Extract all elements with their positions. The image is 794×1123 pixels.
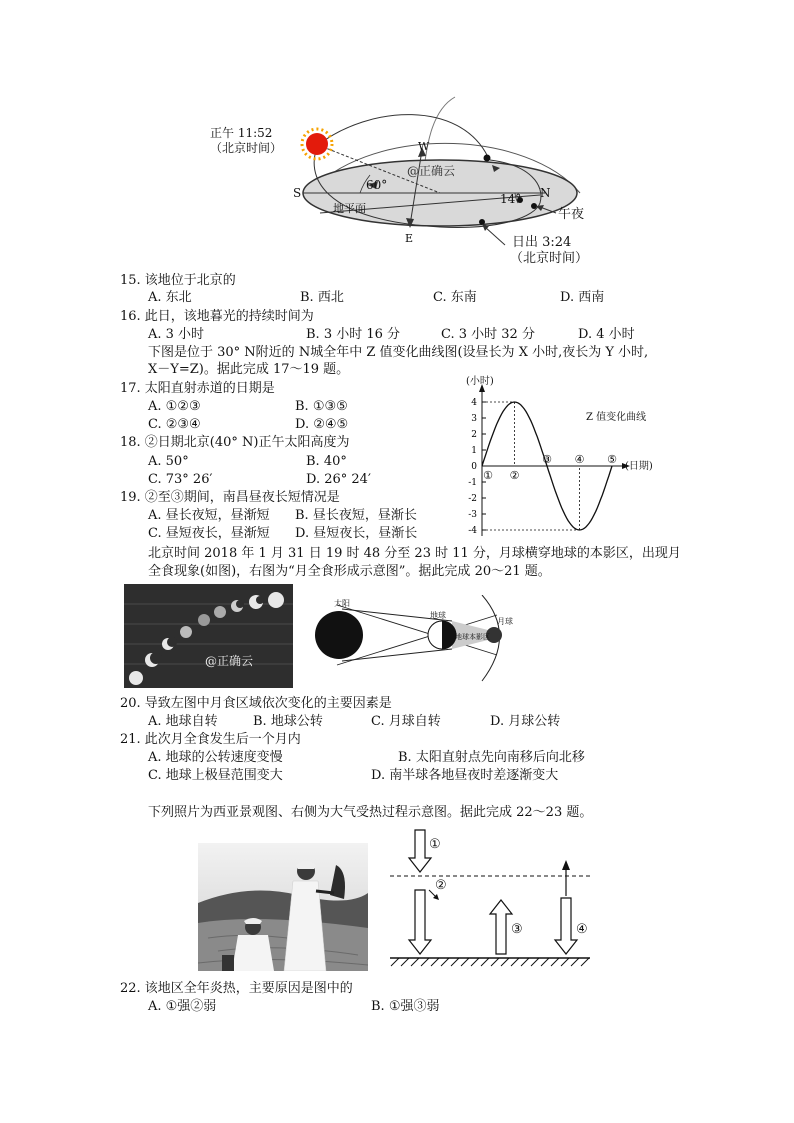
west-asia-photo — [198, 843, 368, 971]
q15-option-a[interactable]: A. 东北 — [148, 290, 192, 305]
noon-sub: （北京时间） — [210, 141, 283, 155]
photo-watermark: @正确云 — [205, 654, 254, 668]
q22-option-b[interactable]: B. ①强③弱 — [371, 999, 440, 1014]
eclipse-moon-label: 月球 — [497, 617, 513, 626]
q18-option-d[interactable]: D. 26° 24′ — [306, 472, 371, 487]
lunar-eclipse-photo — [124, 584, 293, 688]
q16-option-b[interactable]: B. 3 小时 16 分 — [306, 327, 401, 342]
chart-curve-label: Z 值变化曲线 — [586, 412, 647, 423]
eclipse-sun-label: 太阳 — [334, 599, 350, 608]
heat-label-4: ④ — [576, 922, 588, 937]
q18-option-b[interactable]: B. 40° — [306, 454, 347, 469]
q20-option-a[interactable]: A. 地球自转 — [148, 714, 218, 729]
q18-option-a[interactable]: A. 50° — [148, 454, 189, 469]
q21-option-d[interactable]: D. 南半球各地昼夜时差逐渐变大 — [371, 768, 559, 783]
y-tick-label: 1 — [471, 446, 477, 456]
x-mark-label: ① — [483, 469, 493, 482]
intro20-line1: 北京时间 2018 年 1 月 31 日 19 时 48 分至 23 时 11 分，月球横穿地球的本影区，出现月 — [148, 546, 681, 561]
y-tick-label: -2 — [468, 494, 477, 504]
z-value-chart — [452, 370, 662, 540]
x-mark-label: ⑤ — [607, 453, 617, 466]
chart-date-label: (日期) — [625, 461, 653, 472]
q22-stem: 22. 该地区全年炎热，主要原因是图中的 — [120, 981, 353, 996]
w-label: W — [418, 140, 430, 153]
q17-option-c[interactable]: C. ②③④ — [148, 417, 201, 432]
q20-option-b[interactable]: B. 地球公转 — [253, 714, 323, 729]
q22-option-a[interactable]: A. ①强②弱 — [148, 999, 217, 1014]
eclipse-earth-label: 地球 — [430, 611, 446, 620]
q18-stem: 18. ②日期北京(40° N)正午太阳高度为 — [120, 435, 350, 450]
q20-option-d[interactable]: D. 月球公转 — [490, 714, 561, 729]
sun-icon — [302, 129, 332, 159]
heat-label-2: ② — [435, 878, 447, 893]
q15-option-d[interactable]: D. 西南 — [560, 290, 605, 305]
q21-option-c[interactable]: C. 地球上极昼范围变大 — [148, 768, 283, 783]
q16-stem: 16. 此日，该地暮光的持续时间为 — [120, 309, 314, 324]
eclipse-umbra-label: 地球本影区 — [455, 633, 490, 641]
y-tick-label: -4 — [468, 526, 477, 536]
q20-stem: 20. 导致左图中月食区域依次变化的主要因素是 — [120, 696, 392, 711]
midnight-label: 午夜 — [558, 207, 585, 222]
q15-stem: 15. 该地位于北京的 — [120, 273, 236, 288]
q19-option-c[interactable]: C. 昼短夜长，昼渐短 — [148, 526, 270, 541]
q21-option-a[interactable]: A. 地球的公转速度变慢 — [148, 750, 283, 765]
q16-option-d[interactable]: D. 4 小时 — [578, 327, 635, 342]
sunrise-sub: （北京时间） — [510, 251, 589, 266]
q15-option-b[interactable]: B. 西北 — [300, 290, 344, 305]
x-mark-label: ② — [509, 469, 520, 482]
y-tick-label: 3 — [471, 414, 477, 424]
q17-stem: 17. 太阳直射赤道的日期是 — [120, 381, 275, 396]
q21-option-b[interactable]: B. 太阳直射点先向南移后向北移 — [398, 750, 585, 765]
n-label: N — [540, 186, 551, 200]
angle60-label: 60° — [366, 178, 388, 192]
heat-label-3: ③ — [511, 922, 523, 937]
y-tick-label: 4 — [471, 398, 477, 408]
e-label: E — [405, 232, 414, 245]
q19-option-b[interactable]: B. 昼长夜短，昼渐长 — [295, 508, 417, 523]
q18-option-c[interactable]: C. 73° 26′ — [148, 472, 213, 487]
sunrise-label: 日出 3:24 — [512, 235, 572, 250]
horizon-label: 地平面 — [333, 202, 366, 215]
chart-unit-label: (小时) — [466, 376, 494, 387]
intro20-line2: 全食现象(如图)，右图为“月全食形成示意图”。据此完成 20～21 题。 — [148, 564, 551, 579]
y-tick-label: 0 — [471, 462, 477, 472]
q19-stem: 19. ②至③期间，南昌昼夜长短情况是 — [120, 490, 340, 505]
heat-label-1: ① — [429, 837, 441, 852]
intro17-line1: 下图是位于 30° N附近的 N城全年中 Z 值变化曲线图(设昼长为 X 小时,夜长为 Y 小时, — [148, 345, 649, 360]
y-tick-label: -3 — [468, 510, 477, 520]
q20-option-c[interactable]: C. 月球自转 — [371, 714, 441, 729]
atmospheric-heating-diagram — [385, 826, 595, 971]
watermark: @正确云 — [407, 164, 456, 178]
sun-icon — [315, 611, 363, 659]
x-mark-label: ③ — [542, 453, 552, 466]
y-tick-label: 2 — [471, 430, 477, 440]
q16-option-a[interactable]: A. 3 小时 — [148, 327, 205, 342]
q19-option-a[interactable]: A. 昼长夜短，昼渐短 — [148, 508, 270, 523]
q16-option-c[interactable]: C. 3 小时 32 分 — [441, 327, 535, 342]
q17-option-a[interactable]: A. ①②③ — [148, 399, 201, 414]
y-tick-label: -1 — [468, 478, 477, 488]
intro17-line2: X－Y=Z)。据此完成 17～19 题。 — [148, 362, 350, 377]
q17-option-d[interactable]: D. ②④⑤ — [295, 417, 349, 432]
intro22-line1: 下列照片为西亚景观图、右侧为大气受热过程示意图。据此完成 22～23 题。 — [148, 805, 593, 820]
x-mark-label: ④ — [574, 453, 585, 466]
s-label: S — [293, 186, 302, 200]
noon-label: 正午 11:52 — [210, 126, 273, 140]
q15-option-c[interactable]: C. 东南 — [433, 290, 477, 305]
angle14-label: 14° — [500, 192, 522, 206]
q17-option-b[interactable]: B. ①③⑤ — [295, 399, 348, 414]
q19-option-d[interactable]: D. 昼短夜长，昼渐长 — [295, 526, 418, 541]
q21-stem: 21. 此次月全食发生后一个月内 — [120, 732, 301, 747]
